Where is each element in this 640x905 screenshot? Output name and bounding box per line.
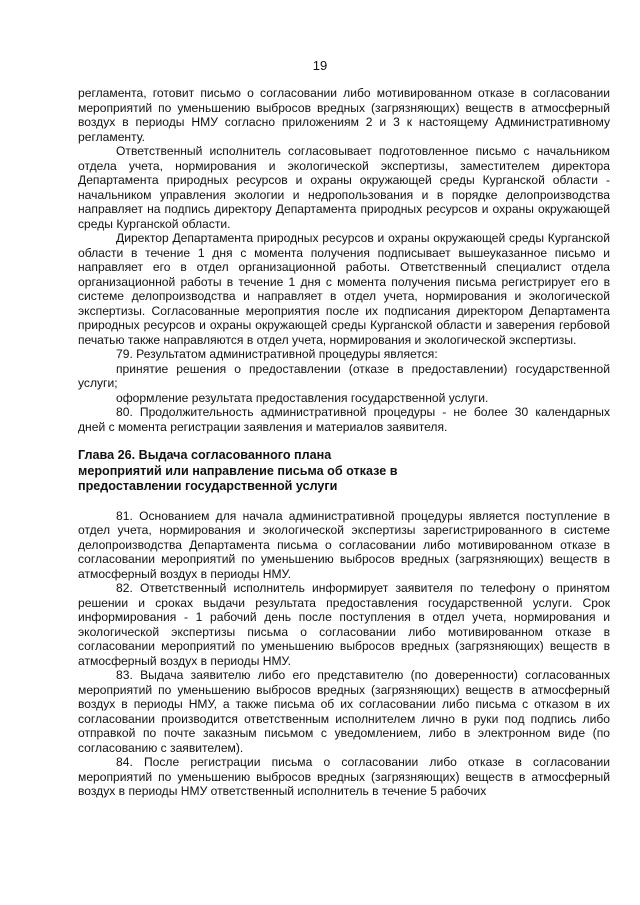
paragraph-item-82: 82. Ответственный исполнитель информирует заявителя по телефону о принятом решении и сроках выдачи результата предоставления государственной услуги. Срок информирования - 1 рабочий день после поступления в отдел учета, нормирования и экологической экспертизы письма о согласовании либо мотивированном отказе в согласовании мероприятий по уменьшению выбросов вредных (загрязняющих) веществ в атмосферный воздух в периоды НМУ. xyxy=(78,581,610,668)
paragraph: Директор Департамента природных ресурсов и охраны окружающей среды Курганской области в течение 1 дня с момента получения подписывает вышеуказанное письмо и направляет его в отдел организационной работы. Ответственный специалист отдела организационной работы в течение 1 дня с момента получения письма регистрирует его в системе делопроизводства и направляет в отдел учета, нормирования и экологической экспертизы. Согласованные мероприятия после их подписания директором Департамента природных ресурсов и охраны окружающей среды Курганской области и заверения гербовой печатью также направляются в отдел учета, нормирования и экологической экспертизы. xyxy=(78,231,610,347)
heading-line: Глава 26. Выдача согласованного плана xyxy=(78,448,332,462)
paragraph-item-81: 81. Основанием для начала административной процедуры является поступление в отдел учета, нормирования и экологической экспертизы зарегистрированного в системе делопроизводства Департамента письма о согласовании либо мотивированном отказе в согласовании мероприятий по уменьшению выбросов вредных (загрязняющих) веществ в атмосферный воздух в периоды НМУ. xyxy=(78,508,610,581)
paragraph-continuation: регламента, готовит письмо о согласовании либо мотивированном отказе в согласовании мероприятий по уменьшению выбросов вредных (загрязняющих) веществ в атмосферный воздух в периоды НМУ согласно приложениям 2 и 3 к настоящему Административному регламенту. xyxy=(78,86,610,144)
page-number: 19 xyxy=(312,58,328,73)
document-body xyxy=(78,86,610,799)
heading-line: мероприятий или направление письма об отказе в xyxy=(78,463,398,478)
heading-line: предоставлении государственной услуги xyxy=(78,479,338,493)
chapter-heading xyxy=(78,448,610,495)
paragraph: оформление результата предоставления государственной услуги. xyxy=(116,390,489,405)
paragraph-item-84: 84. После регистрации письма о согласовании либо отказе в согласовании мероприятий по уменьшению выбросов вредных (загрязняющих) веществ в атмосферный воздух в периоды НМУ ответственный исполнитель в течение 5 рабочих xyxy=(78,755,610,798)
paragraph: принятие решения о предоставлении (отказе в предоставлении) государственной услуги; xyxy=(78,361,610,390)
paragraph: Ответственный исполнитель согласовывает подготовленное письмо с начальником отдела учета, нормирования и экологической экспертизы, заместителем директора Департамента природных ресурсов и охраны окружающей среды Курганской области - начальником управления экологии и недропользования и в порядке делопроизводства направляет на подпись директору Департамента природных ресурсов и охраны окружающей среды Курганской области. xyxy=(78,144,610,231)
paragraph-item-79: 79. Результатом административной процедуры является: xyxy=(116,347,438,361)
paragraph-item-80: 80. Продолжительность административной процедуры - не более 30 календарных дней с момента регистрации заявления и материалов заявителя. xyxy=(78,405,610,434)
paragraph-item-83: 83. Выдача заявителю либо его представителю (по доверенности) согласованных мероприятий по уменьшению выбросов вредных (загрязняющих) веществ в атмосферный воздух в периоды НМУ, а также письма об их согласовании либо письма с отказом в их согласовании производится ответственным исполнителем лично в руки под подпись либо отправкой по почте заказным письмом с уведомлением, либо в электронном виде (по согласованию с заявителем). xyxy=(78,668,610,755)
